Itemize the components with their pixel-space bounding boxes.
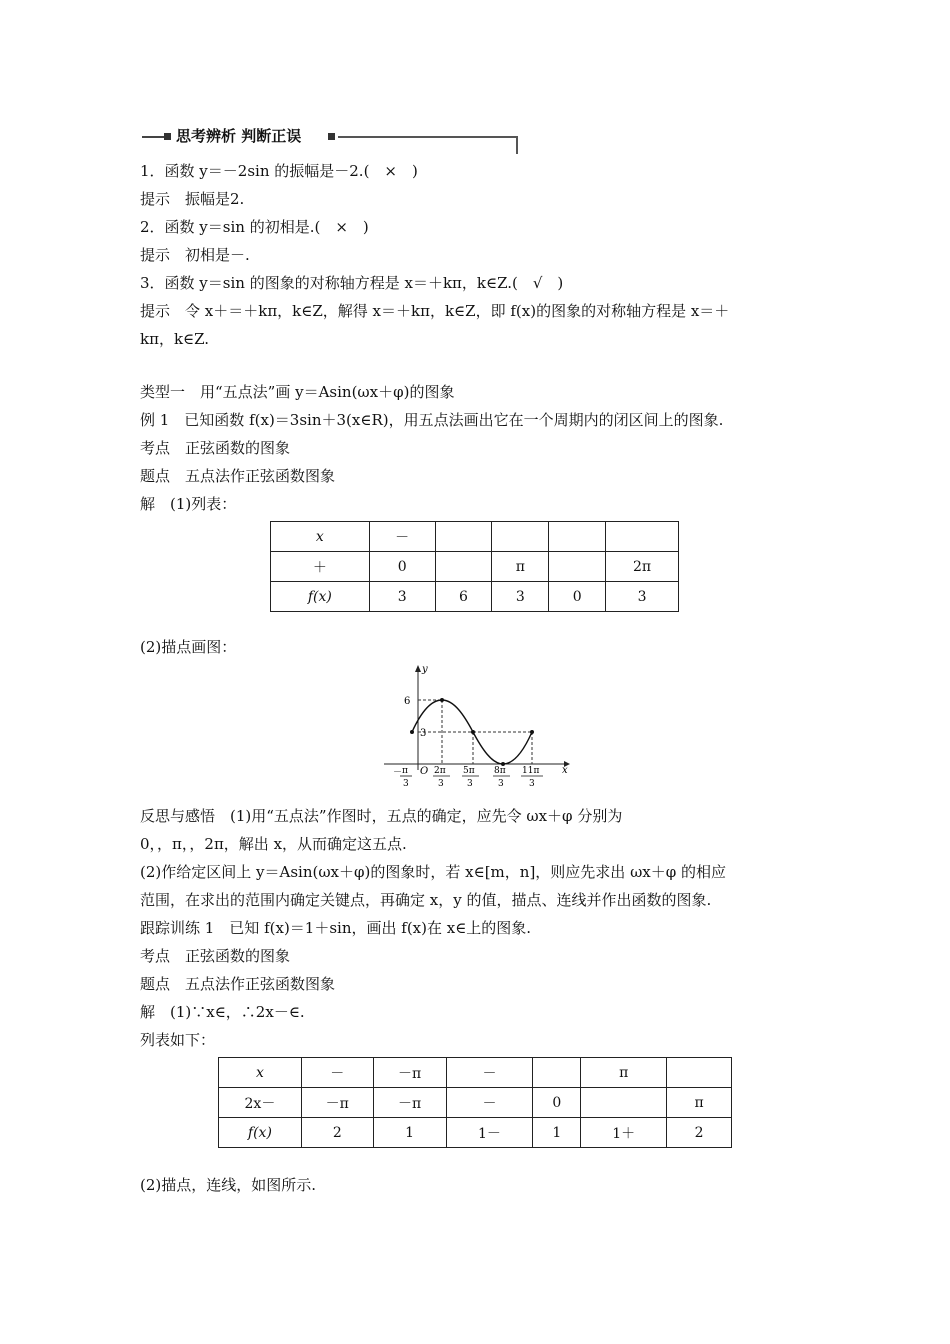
point-mid [471,730,475,734]
x-tick-3-num: 5π [463,766,475,776]
question-3-hint-line2: kπ，k∈Z. [140,330,210,348]
example-1: 例 1 已知函数 f(x)＝3sin＋3(x∈R)，用五点法画出它在一个周期内的闭区间上的图象. [140,411,724,429]
table-cell [667,1058,732,1088]
solution-1: 解 (1)列表： [140,495,237,513]
question-3: 3．函数 y＝sin 的图象的对称轴方程是 x＝＋kπ，k∈Z.( √ ) [140,274,564,292]
kaodian-2: 考点 正弦函数的图象 [140,947,291,965]
origin-label: O [420,766,429,777]
table-cell: 2 [301,1118,373,1148]
solution-2: 解 (1)∵x∈，∴2x－∈. [140,1003,305,1021]
table-cell [549,552,606,582]
table-cell: 0 [369,552,435,582]
table-cell: －π [373,1058,446,1088]
table-cell [435,552,492,582]
table-cell: π [581,1058,667,1088]
x-tick-3-den: 3 [467,779,473,789]
tidian-1: 题点 五点法作正弦函数图象 [140,467,336,485]
header-square-left [164,133,171,140]
table-cell: x [219,1058,302,1088]
table-cell [435,522,492,552]
table-cell: π [667,1088,732,1118]
draw-step-2: (2)描点，连线，如图所示. [140,1176,317,1194]
table-cell: x [271,522,370,552]
table-cell: π [492,552,549,582]
table-cell: － [446,1088,533,1118]
table-cell: 6 [435,582,492,612]
y-tick-6: 6 [404,696,411,707]
table-cell: ＋ [271,552,370,582]
table-2 [218,1057,732,1148]
y-axis-label: y [422,664,428,675]
table-row [271,582,679,612]
y-axis-arrow [415,665,421,672]
table-cell: f(x) [271,582,370,612]
table-cell: － [301,1058,373,1088]
y-tick-3: 3 [420,728,427,739]
table-cell: 2π [606,552,679,582]
table-cell [606,522,679,552]
x-tick-5-den: 3 [529,779,535,789]
question-2-hint: 提示 初相是－. [140,246,250,264]
x-tick-2-den: 3 [438,779,444,789]
type-1-heading: 类型一 用“五点法”画 y＝Asin(ωx＋φ)的图象 [140,383,455,401]
draw-step-1: (2)描点画图： [140,638,237,656]
reflection-line4: 范围，在求出的范围内确定关键点，再确定 x，y 的值，描点、连线并作出函数的图象. [140,891,712,909]
reflection-line3: (2)作给定区间上 y＝Asin(ωx＋φ)的图象时，若 x∈[m，n]，则应先求出 ωx＋φ 的相应 [140,863,727,881]
sine-graph [376,660,576,800]
question-1: 1．函数 y＝－2sin 的振幅是－2.( × ) [140,162,418,180]
table-cell: － [446,1058,533,1088]
question-2: 2．函数 y＝sin 的初相是.( × ) [140,218,369,236]
table-1 [270,521,679,612]
table-row [219,1118,732,1148]
table-row [271,552,679,582]
table-cell: 1－ [446,1118,533,1148]
section-title: 思考辨析 判断正误 [176,127,302,145]
kaodian-1: 考点 正弦函数的图象 [140,439,291,457]
section-header [140,126,520,156]
x-tick-1-sign: － [393,768,403,778]
table-cell: 3 [606,582,679,612]
header-square-right [328,133,335,140]
point-end [530,730,534,734]
question-1-hint: 提示 振幅是2. [140,190,245,208]
table-cell: 0 [549,582,606,612]
table-cell: 2 [667,1118,732,1148]
x-axis-label: x [562,765,568,776]
table-cell [581,1088,667,1118]
table-cell: 0 [533,1088,581,1118]
table-row [219,1058,732,1088]
table-cell: 1 [373,1118,446,1148]
reflection-line1: 反思与感悟 (1)用“五点法”作图时，五点的确定，应先令 ωx＋φ 分别为 [140,807,623,825]
table-cell: －π [373,1088,446,1118]
table-cell: －π [301,1088,373,1118]
tidian-2: 题点 五点法作正弦函数图象 [140,975,336,993]
training-1: 跟踪训练 1 已知 f(x)＝1＋sin，画出 f(x)在 x∈上的图象. [140,919,532,937]
table-cell [533,1058,581,1088]
point-max [440,698,444,702]
table-row [219,1088,732,1118]
table-row [271,522,679,552]
x-tick-2-num: 2π [434,766,446,776]
table-cell: － [369,522,435,552]
table-cell [549,522,606,552]
header-rule-down [516,136,518,154]
table-cell: f(x) [219,1118,302,1148]
header-rule-left [142,136,164,138]
table-cell: 3 [492,582,549,612]
point-start [410,730,414,734]
x-tick-4-num: 8π [494,766,506,776]
table-cell: 1 [533,1118,581,1148]
x-tick-5-num: 11π [522,766,540,776]
table-cell: 1＋ [581,1118,667,1148]
reflection-line2: 0，，π，，2π，解出 x，从而确定这五点. [140,835,407,853]
x-tick-1-num: π [402,766,408,776]
x-tick-4-den: 3 [498,779,504,789]
table-cell: 3 [369,582,435,612]
table-cell [492,522,549,552]
table-cell: 2x－ [219,1088,302,1118]
list-label-2: 列表如下： [140,1031,216,1049]
x-tick-1-den: 3 [403,779,409,789]
header-rule-right [338,136,518,138]
question-3-hint-line1: 提示 令 x＋＝＋kπ，k∈Z，解得 x＝＋kπ，k∈Z，即 f(x)的图象的对称轴方程是 x＝＋ [140,302,730,320]
